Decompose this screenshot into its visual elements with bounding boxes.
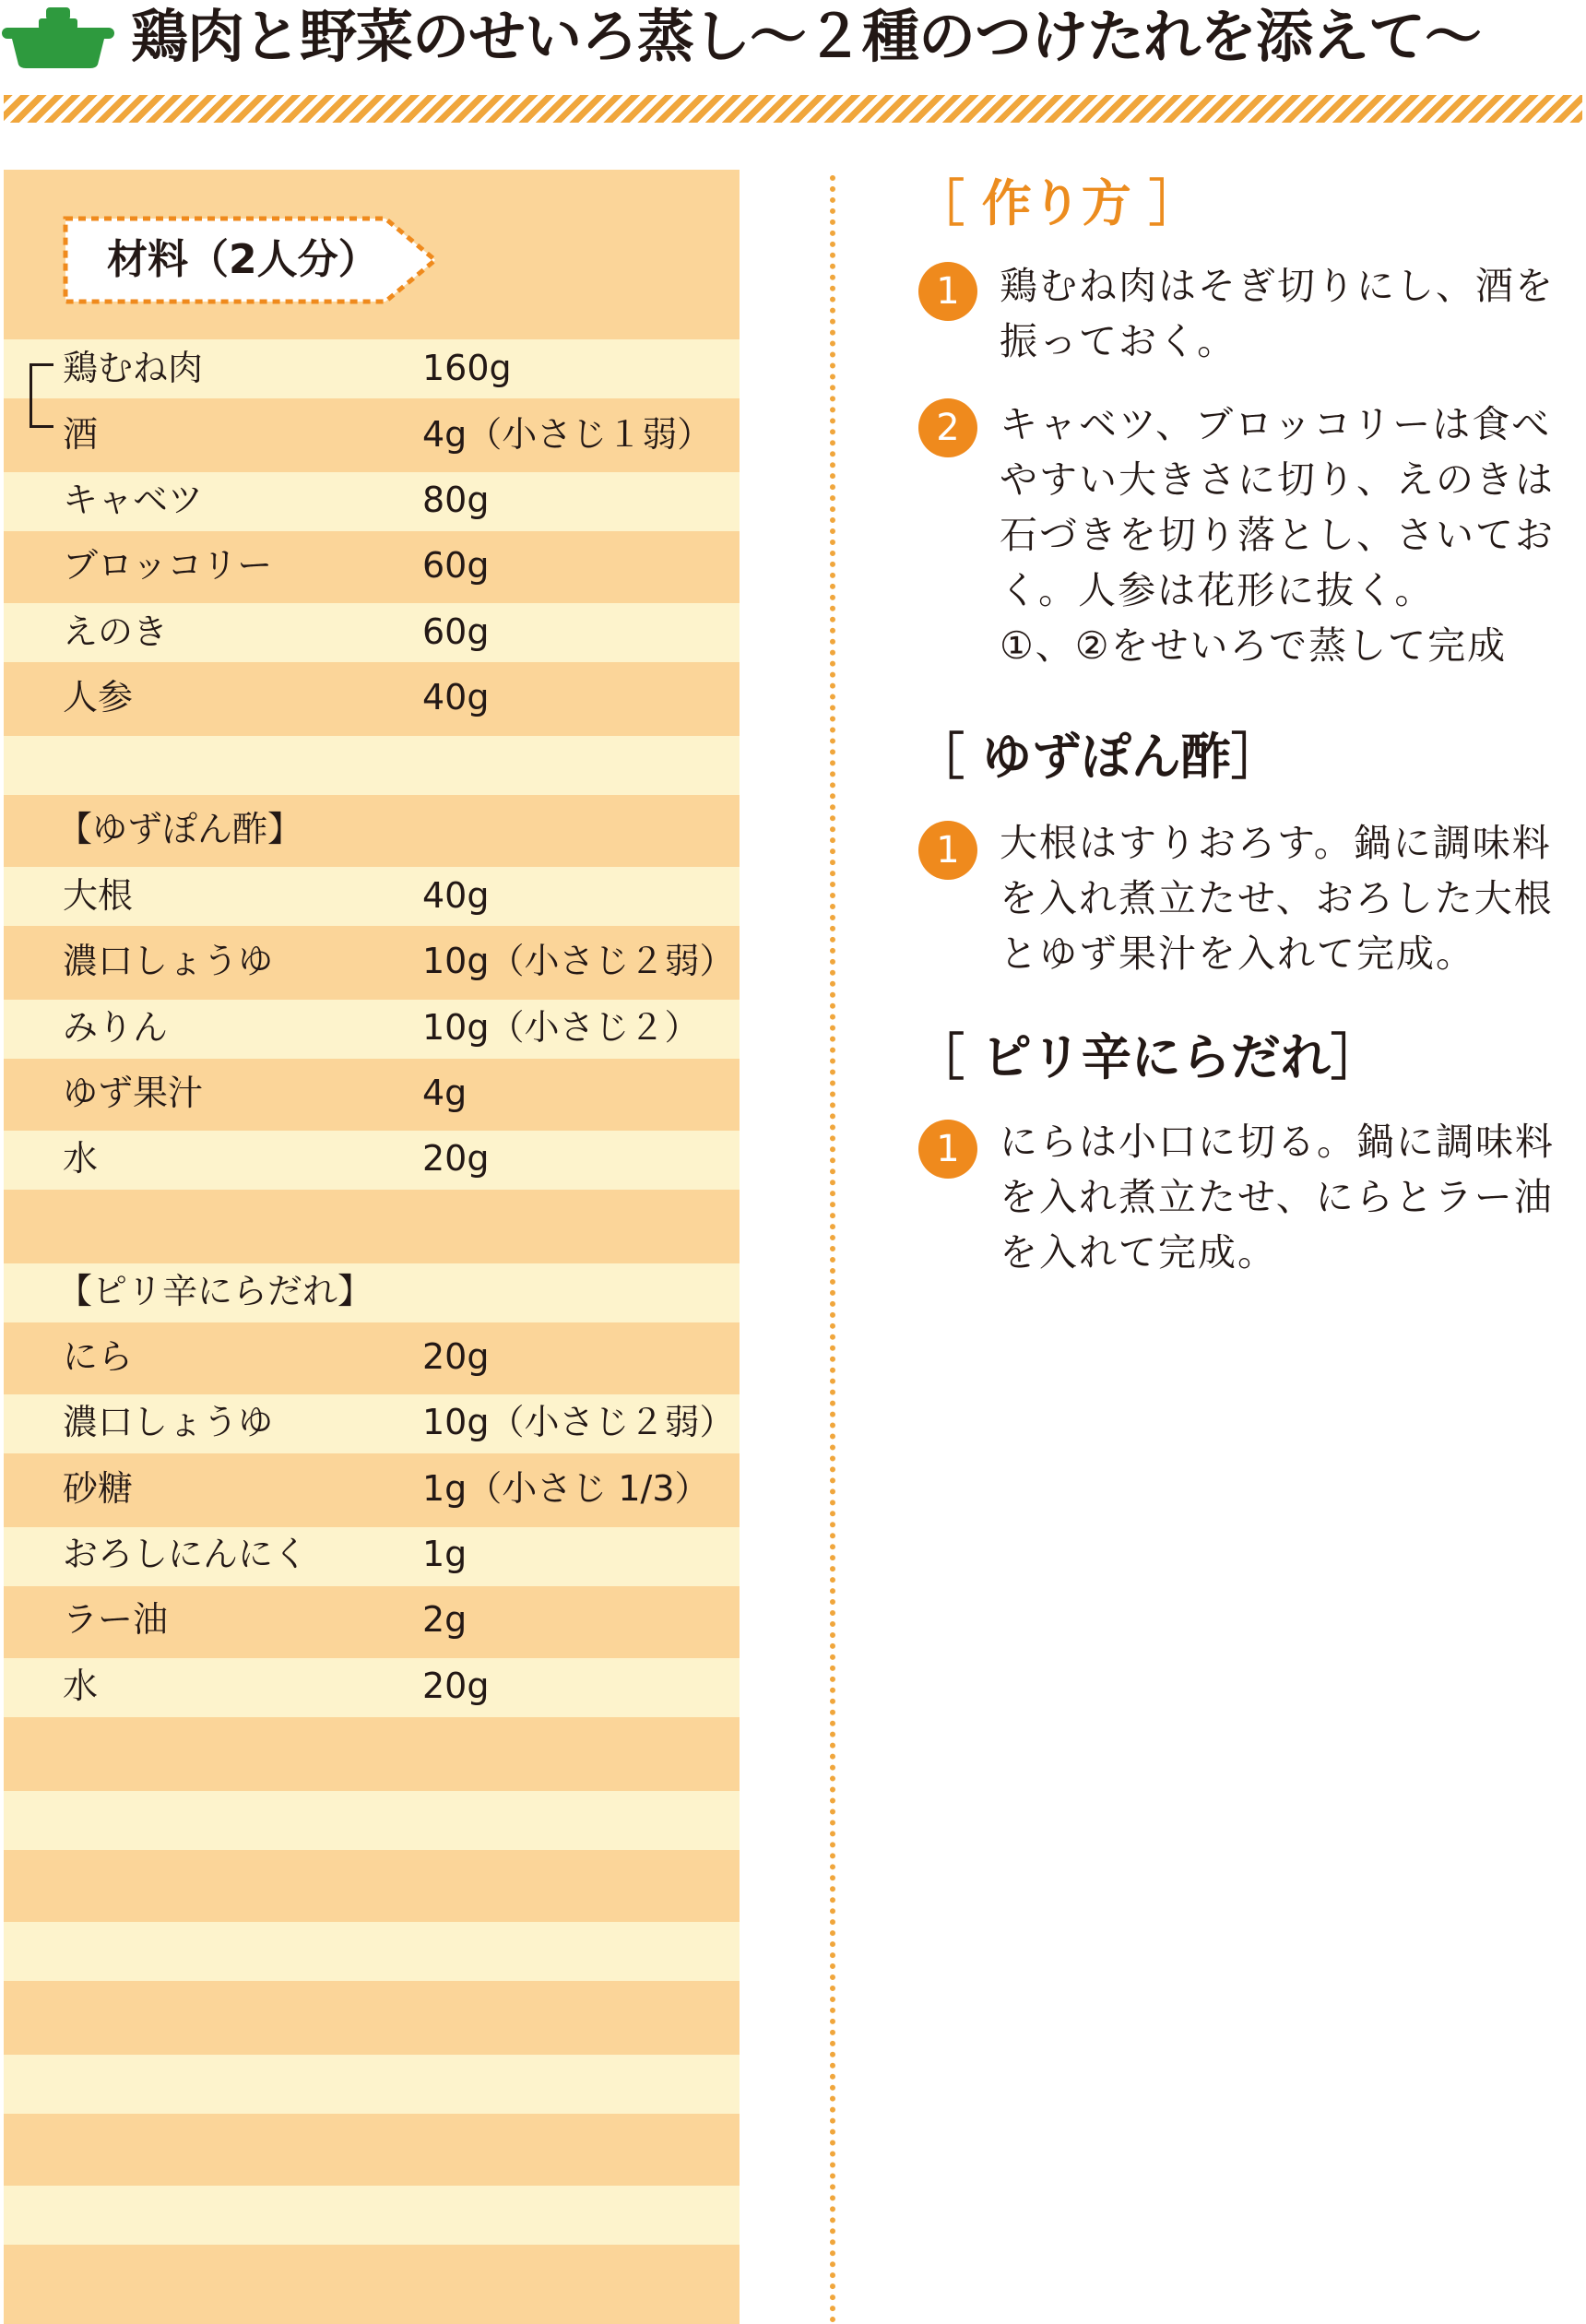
ingredient-amount: 20g: [422, 1336, 490, 1377]
ingredient-amount: 60g: [422, 611, 490, 652]
yuzu-ponzu-heading: ［ ゆずぽん酢］: [915, 728, 1281, 786]
ingredient-name: 鶏むね肉: [63, 348, 204, 388]
ingredient-name: みりん: [63, 1007, 169, 1048]
step-number-badge: 1: [918, 1120, 977, 1179]
ingredient-amount: 10g（小さじ２弱）: [422, 941, 735, 981]
ingredient-amount: 160g: [422, 348, 512, 388]
method-step-1: [1000, 258, 1571, 369]
ingredients-panel: [4, 170, 740, 2324]
step-line: とゆず果汁を入れて完成。: [1000, 931, 1475, 976]
step-line: 大根はすりおろす。鍋に調味料: [1000, 821, 1552, 865]
title-bar: [0, 0, 1586, 129]
step-line: を入れて完成。: [1000, 1230, 1277, 1275]
ingredient-name: 砂糖: [63, 1468, 134, 1509]
ingredient-name: ラー油: [63, 1599, 169, 1640]
page-title: 鶏肉と野菜のせいろ蒸し〜２種のつけたれを添えて〜: [131, 3, 1482, 70]
nira-sauce-heading: ［ ピリ辛にらだれ］: [915, 1028, 1380, 1086]
stripe-row: [4, 2186, 740, 2245]
stripe-row: [4, 2055, 740, 2114]
ingredient-name: にら: [63, 1336, 134, 1377]
stripe-row: [4, 736, 740, 795]
title-underline-stripe: [4, 95, 1582, 123]
stripe-row: [4, 1791, 740, 1850]
marinade-bracket: [30, 363, 53, 428]
ingredient-amount: 2g: [422, 1599, 468, 1640]
ingredient-name: 大根: [63, 875, 134, 916]
ingredient-amount: 4g: [422, 1073, 468, 1113]
yuzu-step-1: [1000, 815, 1571, 981]
ingredient-amount: 1g（小さじ 1/3）: [422, 1468, 710, 1509]
step-number-badge: 1: [918, 262, 977, 321]
ingredient-amount: 20g: [422, 1666, 490, 1706]
ingredient-name: 酒: [63, 414, 99, 455]
step-number-badge: 2: [918, 398, 977, 457]
ingredient-amount: 80g: [422, 480, 490, 520]
step-line: キャベツ、ブロッコリーは食べ: [1000, 402, 1552, 446]
ingredient-name: 濃口しょうゆ: [63, 941, 274, 981]
method-heading: ［ 作り方 ］: [915, 174, 1199, 232]
step-number-badge: 1: [918, 821, 977, 880]
step-line: 振っておく。: [1000, 319, 1237, 363]
ingredients-heading: 材料（2人分）: [107, 236, 379, 283]
column-divider: [830, 175, 835, 2324]
pot-icon: [2, 7, 114, 68]
step-line: を入れ煮立たせ、おろした大根: [1000, 876, 1554, 920]
stripe-row: [4, 1131, 740, 1190]
step-line: を入れ煮立たせ、にらとラー油: [1000, 1175, 1554, 1219]
ingredient-name: ゆず果汁: [63, 1073, 204, 1113]
method-step-2: [1000, 397, 1571, 673]
ingredient-amount: 40g: [422, 677, 490, 717]
ingredient-name: 水: [63, 1138, 99, 1179]
ingredient-amount: 20g: [422, 1138, 490, 1179]
step-line: ①、②をせいろで蒸して完成: [1000, 623, 1508, 668]
ingredient-name: 水: [63, 1666, 99, 1706]
stripe-row: [4, 1658, 740, 1717]
ingredients-heading-tag: [63, 216, 439, 304]
ingredient-name: 濃口しょうゆ: [63, 1402, 274, 1442]
stripe-row: [4, 1922, 740, 1981]
step-line: 鶏むね肉はそぎ切りにし、酒を: [1000, 264, 1555, 308]
ingredient-name: おろしにんにく: [63, 1534, 309, 1574]
ingredient-amount: 60g: [422, 545, 490, 586]
ingredient-name: ブロッコリー: [63, 545, 273, 586]
ingredient-name: キャベツ: [63, 480, 204, 520]
step-line: 石づきを切り落とし、さいてお: [1000, 513, 1555, 557]
step-line: く。人参は花形に抜く。: [1000, 568, 1435, 612]
step-line: やすい大きさに切り、えのきは: [1000, 457, 1555, 502]
step-line: にらは小口に切る。鍋に調味料: [1000, 1120, 1555, 1164]
ingredient-name: 人参: [63, 677, 134, 717]
nira-step-1: [1000, 1114, 1571, 1280]
ingredient-name: えのき: [63, 611, 169, 652]
yuzu-ponzu-title: 【ゆずぽん酢】: [57, 809, 303, 849]
ingredient-amount: 4g（小さじ１弱）: [422, 414, 713, 455]
nira-sauce-title: 【ピリ辛にらだれ】: [57, 1271, 373, 1311]
ingredient-amount: 10g（小さじ２）: [422, 1007, 700, 1048]
ingredient-amount: 1g: [422, 1534, 468, 1574]
ingredient-amount: 10g（小さじ２弱）: [422, 1402, 735, 1442]
ingredient-amount: 40g: [422, 875, 490, 916]
